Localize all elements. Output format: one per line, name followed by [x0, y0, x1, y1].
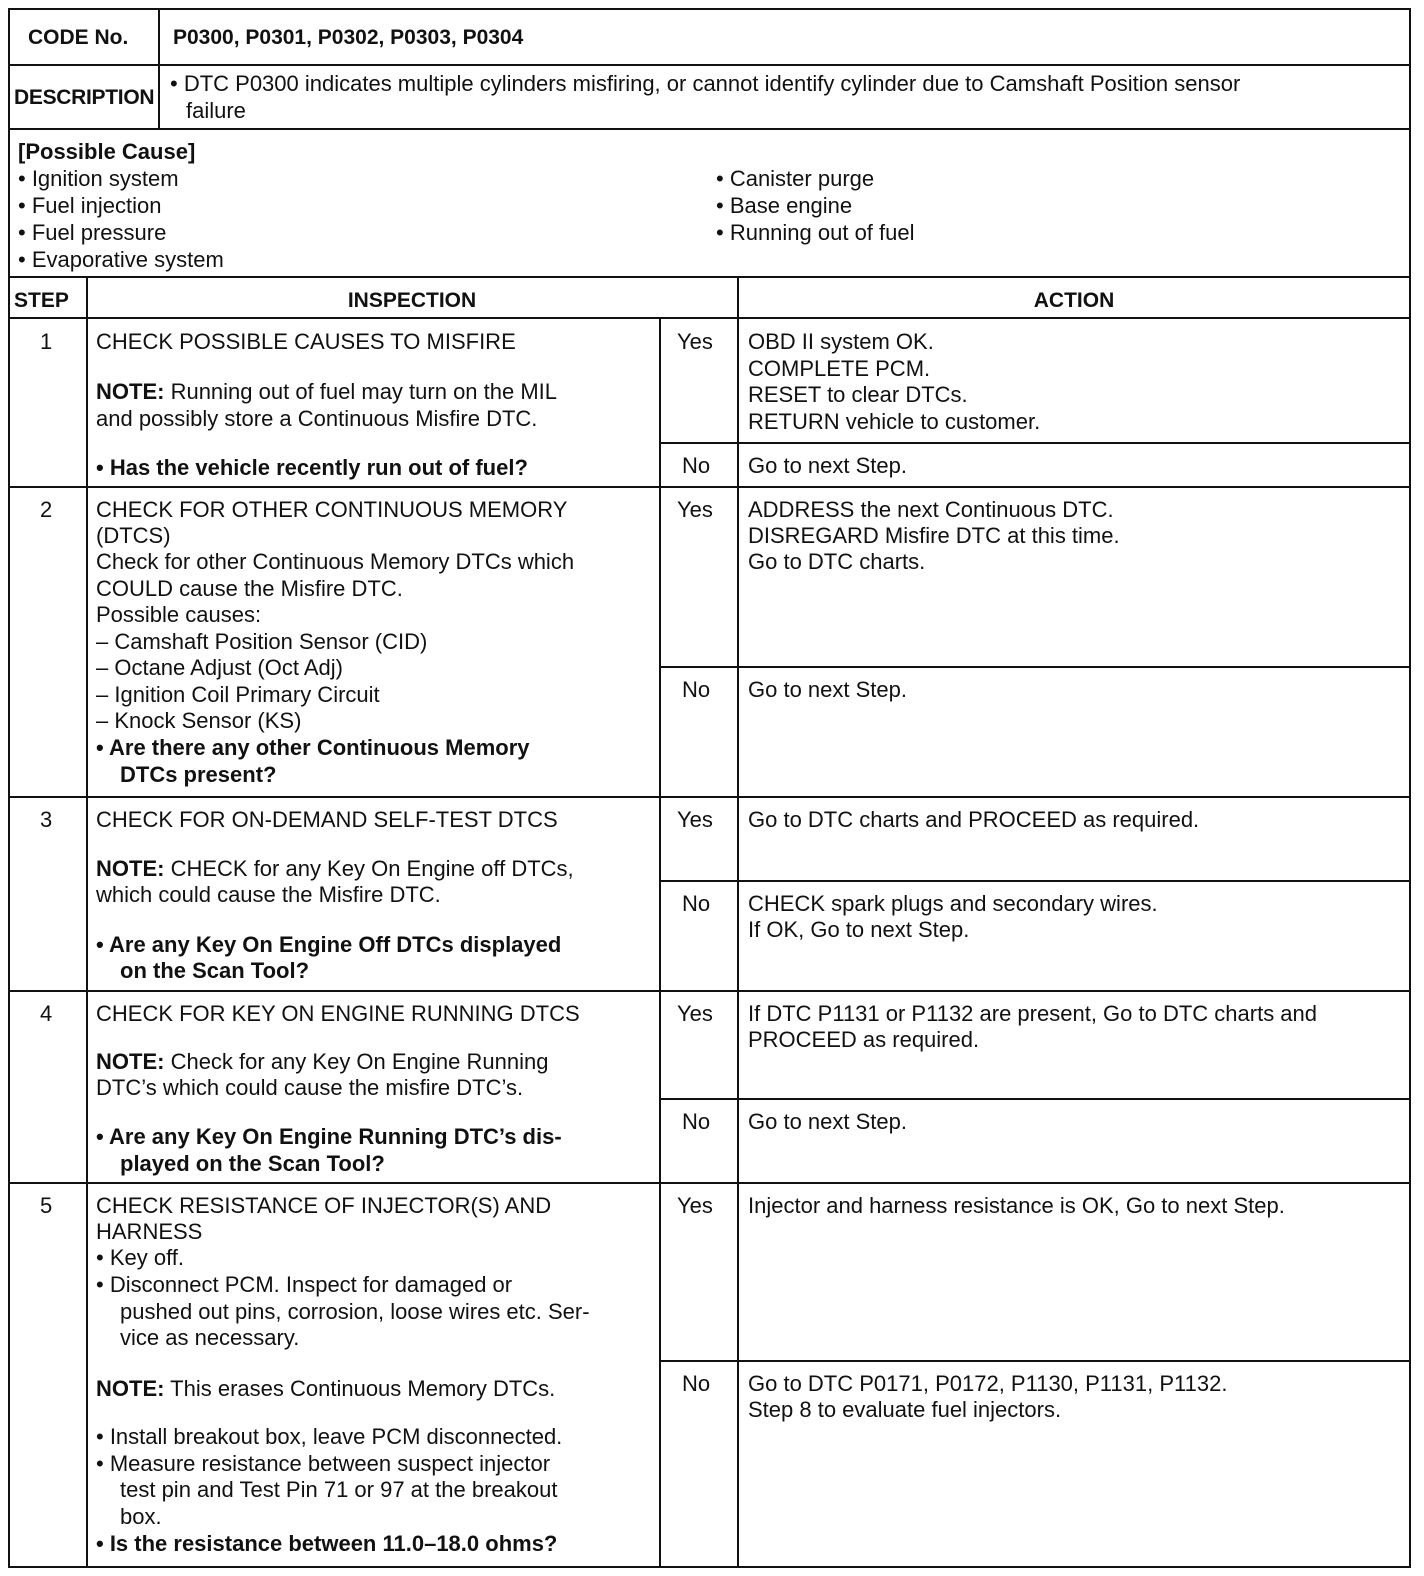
- description-text: failure: [186, 98, 246, 123]
- cause-item: • Base engine: [716, 193, 853, 218]
- action-text: Go to DTC charts.: [748, 549, 926, 574]
- rule: [10, 486, 1409, 488]
- note-text: CHECK for any Key On Engine off DTCs,: [164, 856, 574, 881]
- rule: [10, 64, 1409, 66]
- description-label: DESCRIPTION: [14, 86, 155, 109]
- inspection-line: Possible causes:: [96, 602, 262, 627]
- inspection-line: – Camshaft Position Sensor (CID): [96, 629, 428, 654]
- action-text: Go to next Step.: [748, 453, 907, 478]
- step-number: 1: [40, 329, 53, 354]
- inspection-line: CHECK RESISTANCE OF INJECTOR(S) AND: [96, 1193, 552, 1218]
- step-number: 3: [40, 807, 53, 832]
- inspection-question: • Are there any other Continuous Memory: [96, 735, 530, 760]
- inspection-line: • Install breakout box, leave PCM disconnected.: [96, 1424, 563, 1449]
- inspection-note: [96, 855, 574, 882]
- no-label: No: [682, 1371, 711, 1396]
- note-text: Running out of fuel may turn on the MIL: [164, 379, 558, 404]
- inspection-question: • Are any Key On Engine Off DTCs displayed: [96, 932, 562, 957]
- inspection-note: [96, 378, 557, 405]
- rule: [659, 317, 661, 1568]
- note-label: NOTE:: [96, 856, 165, 881]
- inspection-question: • Is the resistance between 11.0–18.0 ohms?: [96, 1531, 558, 1556]
- yes-label: Yes: [677, 329, 713, 354]
- note-text: This erases Continuous Memory DTCs.: [164, 1376, 556, 1401]
- rule: [659, 880, 1409, 882]
- action-text: If OK, Go to next Step.: [748, 917, 970, 942]
- rule: [737, 276, 739, 1568]
- note-label: NOTE:: [96, 379, 165, 404]
- rule: [158, 64, 160, 128]
- code-label: CODE No.: [28, 26, 129, 49]
- rule: [158, 10, 160, 64]
- action-text: Go to next Step.: [748, 677, 907, 702]
- inspection-question: played on the Scan Tool?: [120, 1151, 385, 1176]
- inspection-line: HARNESS: [96, 1219, 203, 1244]
- action-text: If DTC P1131 or P1132 are present, Go to DTC charts and: [748, 1001, 1318, 1026]
- rule: [659, 1098, 1409, 1100]
- yes-label: Yes: [677, 497, 713, 522]
- yes-label: Yes: [677, 1001, 713, 1026]
- yes-label: Yes: [677, 807, 713, 832]
- cause-item: • Ignition system: [18, 166, 179, 191]
- inspection-title: CHECK POSSIBLE CAUSES TO MISFIRE: [96, 329, 516, 354]
- rule: [659, 666, 1409, 668]
- description-text: • DTC P0300 indicates multiple cylinders misfiring, or cannot identify cylinder due to Camshaft Position sensor: [170, 71, 1241, 96]
- inspection-line: pushed out pins, corrosion, loose wires etc. Ser-: [120, 1299, 590, 1324]
- action-text: Go to DTC charts and PROCEED as required.: [748, 807, 1200, 832]
- rule: [659, 1360, 1409, 1362]
- note-label: NOTE:: [96, 1049, 165, 1074]
- action-text: Go to DTC P0171, P0172, P1130, P1131, P1132.: [748, 1371, 1228, 1396]
- action-text: COMPLETE PCM.: [748, 356, 931, 381]
- note-text: Check for any Key On Engine Running: [164, 1049, 549, 1074]
- possible-cause-title: [Possible Cause]: [18, 139, 196, 164]
- inspection-note: [96, 1048, 548, 1075]
- inspection-line: COULD cause the Misfire DTC.: [96, 576, 403, 601]
- action-text: PROCEED as required.: [748, 1027, 980, 1052]
- inspection-note: [96, 1375, 555, 1402]
- no-label: No: [682, 891, 711, 916]
- rule: [10, 1182, 1409, 1184]
- inspection-line: • Measure resistance between suspect injector: [96, 1451, 551, 1476]
- inspection-line: • Disconnect PCM. Inspect for damaged or: [96, 1272, 513, 1297]
- column-header-action: ACTION: [1033, 289, 1115, 312]
- cause-item: • Fuel pressure: [18, 220, 167, 245]
- column-header-step: STEP: [14, 289, 69, 312]
- inspection-question: • Has the vehicle recently run out of fuel?: [96, 455, 528, 480]
- no-label: No: [682, 453, 711, 478]
- inspection-line: test pin and Test Pin 71 or 97 at the breakout: [120, 1477, 558, 1502]
- inspection-question: on the Scan Tool?: [120, 958, 310, 983]
- inspection-line: (DTCS): [96, 523, 171, 548]
- inspection-note: which could cause the Misfire DTC.: [96, 882, 441, 907]
- code-value: P0300, P0301, P0302, P0303, P0304: [173, 26, 524, 49]
- inspection-line: CHECK FOR OTHER CONTINUOUS MEMORY: [96, 497, 568, 522]
- action-text: OBD II system OK.: [748, 329, 934, 354]
- inspection-line: – Knock Sensor (KS): [96, 708, 302, 733]
- cause-item: • Canister purge: [716, 166, 875, 191]
- step-number: 5: [40, 1193, 53, 1218]
- inspection-title: CHECK FOR ON-DEMAND SELF-TEST DTCS: [96, 807, 558, 832]
- inspection-question: DTCs present?: [120, 762, 277, 787]
- inspection-line: – Ignition Coil Primary Circuit: [96, 682, 380, 707]
- action-text: Step 8 to evaluate fuel injectors.: [748, 1397, 1062, 1422]
- inspection-note: DTC’s which could cause the misfire DTC’s.: [96, 1075, 524, 1100]
- action-text: CHECK spark plugs and secondary wires.: [748, 891, 1158, 916]
- inspection-line: Check for other Continuous Memory DTCs which: [96, 549, 575, 574]
- action-text: Go to next Step.: [748, 1109, 907, 1134]
- rule: [86, 276, 88, 1568]
- rule: [10, 317, 1409, 319]
- note-label: NOTE:: [96, 1376, 165, 1401]
- step-number: 2: [40, 497, 53, 522]
- inspection-line: • Key off.: [96, 1245, 185, 1270]
- dtc-diagnostic-table: [8, 8, 1411, 1568]
- action-text: RESET to clear DTCs.: [748, 382, 968, 407]
- cause-item: • Running out of fuel: [716, 220, 915, 245]
- inspection-line: box.: [120, 1504, 162, 1529]
- action-text: RETURN vehicle to customer.: [748, 409, 1041, 434]
- cause-item: • Evaporative system: [18, 247, 224, 272]
- action-text: Injector and harness resistance is OK, Go to next Step.: [748, 1193, 1285, 1218]
- inspection-question: • Are any Key On Engine Running DTC’s dis-: [96, 1124, 562, 1149]
- inspection-line: vice as necessary.: [120, 1325, 300, 1350]
- inspection-note: and possibly store a Continuous Misfire DTC.: [96, 406, 538, 431]
- rule: [10, 276, 1409, 278]
- rule: [10, 128, 1409, 130]
- step-number: 4: [40, 1001, 53, 1026]
- action-text: ADDRESS the next Continuous DTC.: [748, 497, 1114, 522]
- rule: [10, 796, 1409, 798]
- action-text: DISREGARD Misfire DTC at this time.: [748, 523, 1120, 548]
- inspection-title: CHECK FOR KEY ON ENGINE RUNNING DTCS: [96, 1001, 580, 1026]
- inspection-line: – Octane Adjust (Oct Adj): [96, 655, 344, 680]
- no-label: No: [682, 677, 711, 702]
- column-header-inspection: INSPECTION: [347, 289, 477, 312]
- cause-item: • Fuel injection: [18, 193, 162, 218]
- rule: [659, 442, 1409, 444]
- rule: [10, 990, 1409, 992]
- no-label: No: [682, 1109, 711, 1134]
- yes-label: Yes: [677, 1193, 713, 1218]
